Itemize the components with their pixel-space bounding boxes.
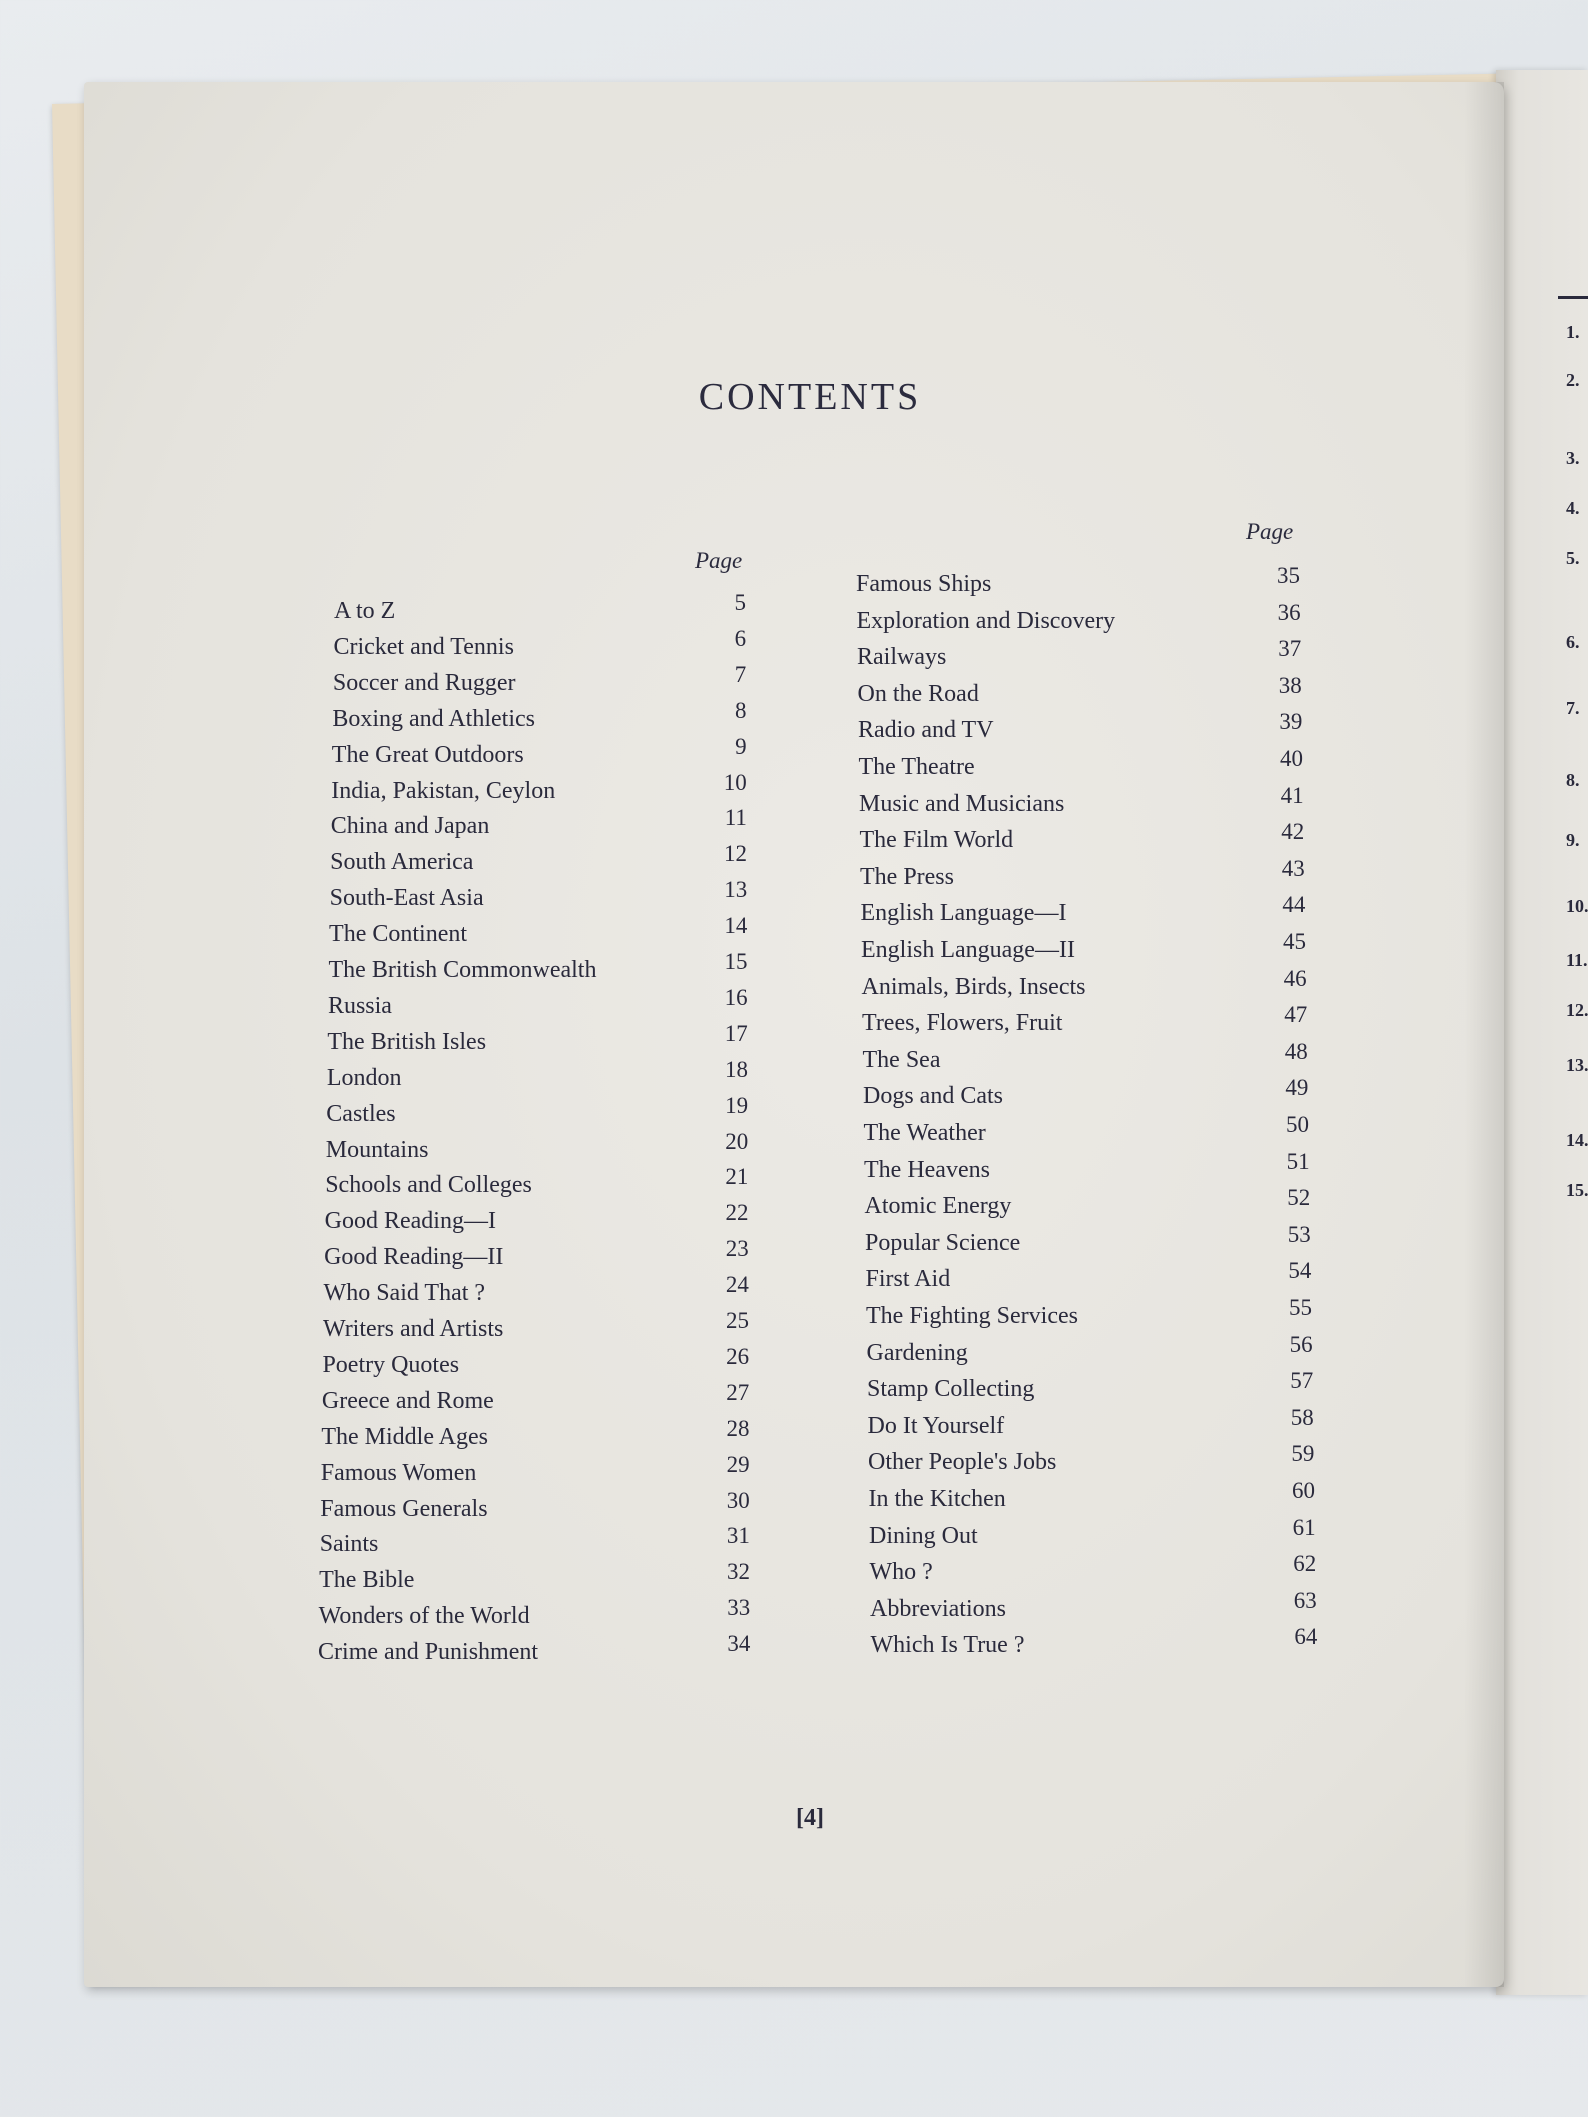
contents-entry-page: 20 — [725, 1128, 749, 1154]
contents-entry-page: 61 — [1292, 1514, 1316, 1540]
contents-entry-title: The Bible — [319, 1567, 415, 1594]
contents-entry-title: Greece and Rome — [321, 1387, 494, 1414]
contents-entry-page: 26 — [726, 1343, 750, 1369]
contents-entry-page: 12 — [724, 841, 748, 867]
facing-page-number: 1. — [1566, 322, 1580, 342]
contents-entry-page: 5 — [734, 590, 746, 615]
facing-page-number: 5. — [1566, 548, 1580, 568]
contents-entry-page: 43 — [1281, 855, 1305, 881]
contents-entry-page: 60 — [1292, 1478, 1315, 1503]
facing-page-number: 7. — [1566, 698, 1580, 718]
contents-entry-title: Exploration and Discovery — [856, 607, 1116, 634]
contents-entry-title: English Language—I — [860, 900, 1067, 927]
contents-entry-page: 11 — [724, 805, 747, 831]
contents-entry-page: 31 — [726, 1523, 750, 1549]
contents-entry-page: 50 — [1286, 1112, 1309, 1137]
contents-entry-page: 32 — [727, 1559, 751, 1585]
contents-entry-title: Mountains — [325, 1136, 429, 1163]
contents-entry-title: On the Road — [857, 680, 979, 707]
contents-entry-page: 56 — [1289, 1331, 1313, 1357]
contents-entry-title: Abbreviations — [870, 1595, 1006, 1622]
contents-entry-page: 47 — [1284, 1002, 1308, 1028]
facing-page-number: 15. — [1566, 1180, 1588, 1200]
facing-page-number: 14. — [1566, 1130, 1588, 1150]
contents-entry-page: 13 — [724, 877, 748, 903]
facing-page-number: 3. — [1566, 448, 1580, 468]
contents-entry-page: 42 — [1281, 819, 1305, 845]
contents-entry-page: 15 — [724, 949, 748, 974]
page-folio: [4] — [796, 1805, 824, 1831]
contents-entry-title: The British Commonwealth — [328, 957, 597, 983]
contents-entry-title: Which Is True ? — [870, 1632, 1025, 1659]
contents-entry-page: 62 — [1293, 1551, 1317, 1577]
contents-entry-title: Who ? — [869, 1559, 933, 1586]
facing-page-number: 9. — [1566, 830, 1580, 850]
contents-entry-title: Dogs and Cats — [863, 1083, 1003, 1110]
contents-entry-page: 36 — [1277, 599, 1301, 625]
contents-entry-page: 6 — [734, 625, 747, 651]
contents-entry-title: First Aid — [865, 1266, 951, 1293]
contents-entry-title: Castles — [326, 1100, 396, 1127]
contents-entry-page: 34 — [727, 1631, 751, 1657]
contents-entry-title: Schools and Colleges — [325, 1172, 532, 1199]
left-column-page-heading: Page — [695, 548, 743, 573]
contents-entry-title: Poetry Quotes — [322, 1351, 460, 1378]
contents-entry-page: 46 — [1283, 965, 1307, 991]
contents-entry-title: The Press — [860, 863, 954, 890]
contents-entry-page: 39 — [1279, 709, 1303, 735]
contents-entry-page: 16 — [724, 984, 748, 1010]
contents-entry-page: 37 — [1278, 636, 1302, 662]
contents-entry-page: 52 — [1287, 1185, 1311, 1211]
contents-entry-title: Writers and Artists — [323, 1316, 504, 1342]
contents-entry-page: 38 — [1278, 672, 1302, 698]
contents-entry-page: 58 — [1290, 1404, 1314, 1430]
contents-entry-page: 14 — [724, 913, 748, 939]
contents-entry-title: Railways — [857, 644, 947, 671]
contents-entry-page: 45 — [1283, 929, 1306, 954]
contents-entry-page: 51 — [1286, 1148, 1310, 1174]
contents-entry-page: 33 — [727, 1595, 751, 1621]
facing-page-number: 4. — [1566, 498, 1580, 518]
contents-entry-page: 17 — [724, 1020, 748, 1046]
contents-entry-page: 10 — [723, 769, 747, 795]
contents-entry-page: 23 — [725, 1236, 749, 1262]
contents-entry-title: The Theatre — [858, 754, 975, 780]
facing-page-number: 6. — [1566, 632, 1580, 652]
contents-entry-title: A to Z — [334, 598, 396, 624]
facing-page-number: 10. — [1566, 896, 1588, 916]
contents-entry-page: 40 — [1280, 746, 1303, 771]
contents-entry-page: 30 — [726, 1487, 750, 1513]
contents-entry-title: The Fighting Services — [866, 1303, 1078, 1329]
contents-entry-title: China and Japan — [330, 813, 490, 840]
facing-page-number: 2. — [1566, 370, 1580, 390]
contents-entry-page: 9 — [735, 733, 747, 759]
contents-entry-page: 49 — [1285, 1075, 1309, 1101]
contents-entry-page: 27 — [726, 1379, 750, 1405]
contents-entry-title: The British Isles — [327, 1028, 487, 1055]
contents-entry-page: 18 — [724, 1056, 748, 1082]
contents-entry-title: Stamp Collecting — [867, 1376, 1035, 1403]
contents-entry-title: In the Kitchen — [868, 1486, 1006, 1512]
contents-entry-title: India, Pakistan, Ceylon — [331, 777, 556, 804]
contents-entry-title: The Heavens — [864, 1156, 990, 1183]
contents-entry-title: Gardening — [866, 1339, 968, 1366]
contents-entry-title: Russia — [327, 992, 392, 1019]
contents-entry-page: 8 — [734, 697, 747, 723]
contents-entry-title: The Weather — [863, 1120, 986, 1146]
contents-entry-page: 55 — [1289, 1295, 1312, 1320]
contents-entry-title: Popular Science — [865, 1229, 1021, 1256]
contents-entry-title: South-East Asia — [329, 885, 484, 912]
facing-page-number: 13. — [1566, 1055, 1588, 1075]
contents-entry-title: Trees, Flowers, Fruit — [862, 1010, 1063, 1037]
contents-entry-title: Atomic Energy — [864, 1193, 1012, 1220]
contents-entry-title: The Continent — [329, 921, 468, 948]
contents-entry-page: 35 — [1277, 563, 1300, 588]
contents-entry-title: Animals, Birds, Insects — [861, 973, 1086, 1000]
contents-entry-title: Saints — [319, 1531, 379, 1558]
contents-entry-title: South America — [330, 849, 474, 876]
contents-entry-title: Other People's Jobs — [868, 1449, 1057, 1476]
contents-entry-page: 59 — [1291, 1441, 1315, 1467]
contents-entry-page: 64 — [1294, 1624, 1318, 1650]
facing-page-rule — [1558, 296, 1588, 299]
gutter-shadow — [1464, 82, 1504, 1987]
contents-entry-title: Radio and TV — [858, 717, 994, 744]
contents-entry-title: Famous Generals — [320, 1495, 488, 1522]
contents-entry-title: London — [326, 1064, 402, 1091]
facing-page-number: 8. — [1566, 770, 1580, 790]
contents-entry-title: Cricket and Tennis — [333, 633, 514, 660]
contents-entry-title: Who Said That ? — [323, 1280, 486, 1307]
contents-entry-title: Dining Out — [869, 1522, 978, 1549]
contents-entry-page: 7 — [734, 661, 747, 687]
facing-page-number: 11. — [1566, 950, 1588, 970]
contents-entry-title: Do It Yourself — [867, 1412, 1005, 1439]
facing-page — [1496, 70, 1588, 1995]
contents-entry-page: 53 — [1287, 1221, 1311, 1247]
contents-entry-page: 22 — [725, 1200, 749, 1226]
contents-entry-title: Famous Women — [320, 1459, 477, 1486]
contents-entry-title: The Middle Ages — [321, 1423, 488, 1450]
contents-entry-title: Good Reading—II — [324, 1244, 504, 1271]
contents-entry-title: The Great Outdoors — [331, 741, 524, 768]
contents-entry-page: 21 — [725, 1164, 749, 1190]
page-title: CONTENTS — [698, 376, 922, 418]
contents-entry-title: Soccer and Rugger — [332, 669, 516, 696]
contents-entry-title: English Language—II — [861, 937, 1075, 963]
contents-entry-page: 28 — [726, 1415, 750, 1441]
contents-entry-page: 63 — [1293, 1587, 1317, 1613]
contents-entry-page: 29 — [726, 1451, 750, 1477]
contents-entry-title: Wonders of the World — [318, 1603, 530, 1630]
contents-entry-title: Famous Ships — [856, 571, 992, 597]
contents-entry-page: 57 — [1290, 1368, 1314, 1394]
contents-entry-page: 25 — [726, 1308, 749, 1333]
contents-entry-title: Music and Musicians — [859, 790, 1065, 817]
contents-entry-page: 44 — [1282, 892, 1306, 918]
contents-entry-title: The Sea — [862, 1046, 941, 1073]
contents-entry-title: The Film World — [859, 827, 1014, 854]
right-column-page-heading: Page — [1246, 519, 1294, 544]
contents-entry-title: Crime and Punishment — [318, 1639, 539, 1666]
facing-page-number: 12. — [1566, 1000, 1588, 1020]
contents-entry-page: 41 — [1280, 782, 1304, 808]
contents-entry-title: Good Reading—I — [324, 1208, 496, 1235]
contents-entry-page: 24 — [725, 1272, 749, 1298]
contents-entry-page: 19 — [725, 1092, 749, 1118]
contents-page — [84, 82, 1504, 1987]
contents-entry-page: 54 — [1288, 1258, 1312, 1284]
contents-entry-page: 48 — [1284, 1038, 1308, 1064]
contents-entry-title: Boxing and Athletics — [332, 705, 535, 732]
